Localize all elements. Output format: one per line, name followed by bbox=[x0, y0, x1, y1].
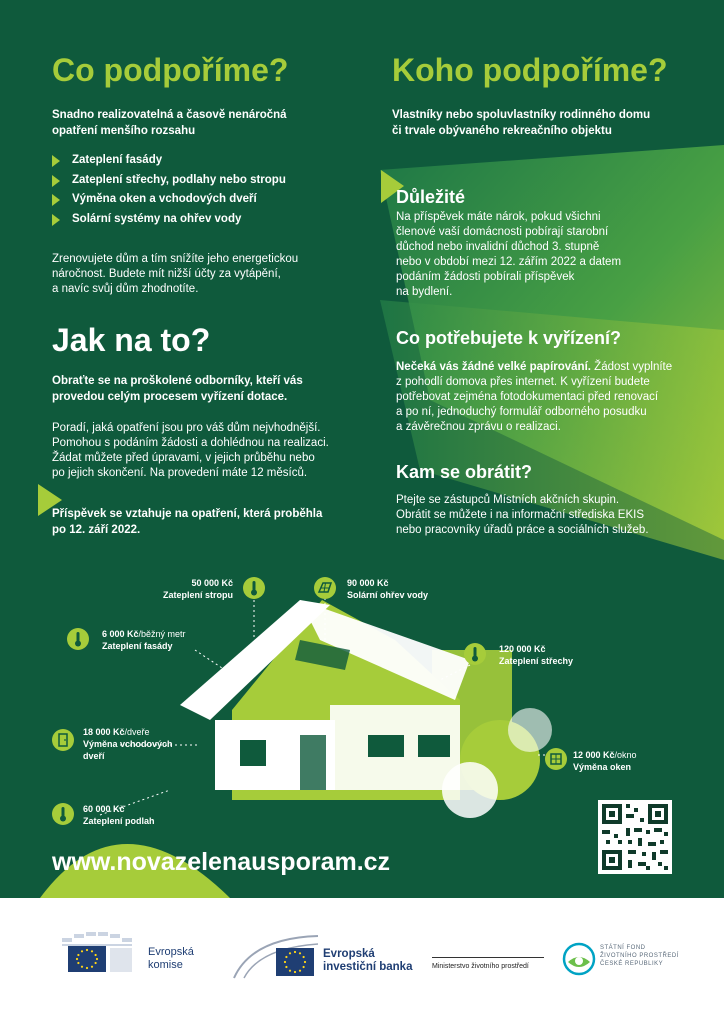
how-text-line: Žádat můžete před úpravami, v jejich průběhu nebo bbox=[52, 452, 315, 464]
support-item bbox=[52, 151, 286, 171]
need-line: a po ní, jednoduchý formulář odborného posudku bbox=[396, 406, 647, 418]
support-item-label: Solární systémy na ohřev vody bbox=[72, 212, 242, 225]
house-illustration bbox=[180, 600, 552, 818]
logo-footer bbox=[0, 898, 724, 1024]
support-item bbox=[52, 210, 286, 230]
heading-co-potrebujete: Co potřebujete k vyřízení? bbox=[396, 328, 622, 348]
important-line: podáním žádosti pobírali příspěvek bbox=[396, 271, 575, 283]
heading-dulezite: Důležité bbox=[396, 187, 466, 207]
contact-text bbox=[396, 493, 649, 538]
how-text-line: po jejich skončení. Na provedení máte 12 měsíců. bbox=[52, 467, 308, 479]
benefit-text bbox=[52, 252, 298, 297]
heading-koho-podporime: Koho podpoříme? bbox=[392, 52, 668, 88]
contact-line: Ptejte se zástupců Místních akčních skupin. bbox=[396, 494, 620, 506]
mzp-logo-text: Ministerstvo životního prostředí bbox=[432, 963, 529, 970]
benefit-line: a navíc svůj dům zhodnotíte. bbox=[52, 283, 199, 295]
important-line: na bydlení. bbox=[396, 286, 453, 298]
heading-jak-na-to: Jak na to? bbox=[52, 322, 211, 358]
sfzp-logo-text bbox=[600, 944, 679, 968]
support-list bbox=[52, 151, 286, 229]
thermometer-icon bbox=[243, 577, 265, 599]
support-item-label: Výměna oken a vchodových dveří bbox=[72, 193, 257, 205]
benefit-line: Zrenovujete dům a tím snížíte jeho energetickou bbox=[52, 253, 299, 265]
triangle-bullet-icon bbox=[52, 175, 60, 187]
ec-logo-text bbox=[148, 946, 194, 972]
how-intro bbox=[52, 373, 303, 405]
need-line: potřebovat zejména fotodokumentaci před renovací bbox=[396, 391, 659, 403]
left-intro-line: Snadno realizovatelná a časově nenáročná bbox=[52, 109, 287, 121]
price-unit: /okno bbox=[614, 750, 637, 760]
price-unit: /dveře bbox=[124, 727, 150, 737]
price-unit: /běžný metr bbox=[138, 629, 186, 639]
need-line: a závěrečnou zprávu o realizaci. bbox=[396, 421, 561, 433]
date-note bbox=[52, 506, 322, 538]
thermometer-icon bbox=[52, 803, 74, 825]
price-amount: 50 000 Kč bbox=[191, 578, 233, 588]
price-amount: 12 000 Kč bbox=[573, 750, 615, 760]
price-vymena-oken bbox=[573, 749, 637, 773]
support-item bbox=[52, 190, 286, 210]
contact-line: Obrátit se můžete i na informační střediska EKIS bbox=[396, 509, 644, 521]
price-amount: 120 000 Kč bbox=[499, 644, 546, 654]
important-line: Na příspěvek máte nárok, pokud všichni bbox=[396, 211, 601, 223]
price-vymena-dveri bbox=[83, 726, 173, 762]
price-zatepleni-strechy bbox=[499, 643, 573, 667]
price-amount: 6 000 Kč bbox=[102, 629, 139, 639]
price-label: Zateplení fasády bbox=[102, 641, 173, 651]
right-intro-line: či trvale obývaného rekreačního objektu bbox=[392, 125, 612, 137]
qr-code-icon[interactable] bbox=[598, 800, 672, 874]
benefit-line: náročnost. Budete mít nižší účty za vytápění, bbox=[52, 268, 281, 280]
price-label: Zateplení střechy bbox=[499, 656, 574, 666]
solar-panel-icon bbox=[314, 577, 336, 599]
need-bold-text: Nečeká vás žádné velké papírování. bbox=[396, 361, 591, 373]
right-intro-line: Vlastníky nebo spoluvlastníky rodinného domu bbox=[392, 109, 651, 121]
ec-logo-line: Evropská bbox=[148, 946, 194, 958]
important-line: důchod nebo invalidní důchod 3. stupně bbox=[396, 241, 600, 253]
support-item-label: Zateplení střechy, podlahy nebo stropu bbox=[72, 173, 286, 186]
price-label: Zateplení podlah bbox=[83, 816, 155, 826]
thermometer-icon bbox=[464, 643, 486, 665]
ec-logo-line: komise bbox=[148, 959, 183, 971]
price-amount: 60 000 Kč bbox=[83, 804, 125, 814]
triangle-bullet-icon bbox=[52, 214, 60, 226]
sfzp-logo-line: STÁTNÍ FOND bbox=[600, 945, 646, 951]
price-label: Výměna oken bbox=[573, 762, 632, 772]
how-text-line: Poradí, jaká opatření jsou pro váš dům nejvhodnější. bbox=[52, 422, 321, 434]
contact-line: nebo pracovníky úřadů práce a sociálních služeb. bbox=[396, 524, 649, 536]
right-intro bbox=[392, 107, 650, 139]
heading-co-podporime: Co podpoříme? bbox=[52, 52, 289, 88]
price-zatepleni-stropu bbox=[155, 577, 233, 601]
eib-logo bbox=[232, 930, 320, 980]
eib-logo-text bbox=[323, 948, 412, 974]
triangle-bullet-icon bbox=[52, 194, 60, 206]
important-line: nebo v období mezi 12. zářím 2022 a datem bbox=[396, 256, 622, 268]
price-label: Výměna vchodových bbox=[83, 739, 173, 749]
support-item bbox=[52, 171, 286, 191]
price-label: Zateplení stropu bbox=[162, 590, 233, 600]
sfzp-logo bbox=[562, 942, 596, 976]
important-text bbox=[396, 210, 621, 300]
european-commission-logo bbox=[62, 932, 142, 976]
need-line: z pohodlí domova přes internet. K vyřízení budete bbox=[396, 376, 650, 388]
heading-kam-se-obratit: Kam se obrátit? bbox=[396, 462, 533, 482]
price-amount: 18 000 Kč bbox=[83, 727, 125, 737]
need-text bbox=[396, 360, 672, 435]
how-text-line: Pomohou s podáním žádosti a dohlédnou na realizaci. bbox=[52, 437, 329, 449]
date-note-line: po 12. září 2022. bbox=[52, 524, 141, 536]
price-label: Solární ohřev vody bbox=[347, 590, 429, 600]
door-icon bbox=[52, 729, 74, 751]
price-zatepleni-fasady bbox=[102, 628, 186, 652]
left-intro bbox=[52, 107, 287, 139]
sfzp-logo-line: ŽIVOTNÍHO PROSTŘEDÍ bbox=[600, 953, 679, 959]
website-link[interactable]: www.novazelenausporam.cz bbox=[52, 848, 391, 876]
sfzp-logo-line: ČESKÉ REPUBLIKY bbox=[600, 961, 664, 967]
price-solarni-ohrev bbox=[347, 577, 428, 601]
date-note-line: Příspěvek se vztahuje na opatření, která proběhla bbox=[52, 508, 323, 520]
how-intro-line: Obraťte se na proškolené odborníky, kteří vás bbox=[52, 375, 303, 387]
important-line: členové vaší domácnosti pobírají starobní bbox=[396, 226, 609, 238]
triangle-bullet-icon bbox=[52, 155, 60, 167]
price-amount: 90 000 Kč bbox=[347, 578, 389, 588]
eib-logo-line: investiční banka bbox=[323, 961, 413, 973]
how-intro-line: provedou celým procesem vyřízení dotace. bbox=[52, 391, 288, 403]
how-text bbox=[52, 421, 329, 481]
thermometer-icon bbox=[67, 628, 89, 650]
mzp-logo-line bbox=[432, 957, 544, 958]
price-label: dveří bbox=[83, 751, 105, 761]
eib-logo-line: Evropská bbox=[323, 948, 375, 960]
support-item-label: Zateplení fasády bbox=[72, 154, 163, 166]
window-icon bbox=[545, 748, 567, 770]
left-intro-line: opatření menšího rozsahu bbox=[52, 125, 196, 137]
price-zatepleni-podlah bbox=[83, 803, 155, 827]
need-line: Žádost vyplníte bbox=[590, 361, 673, 373]
